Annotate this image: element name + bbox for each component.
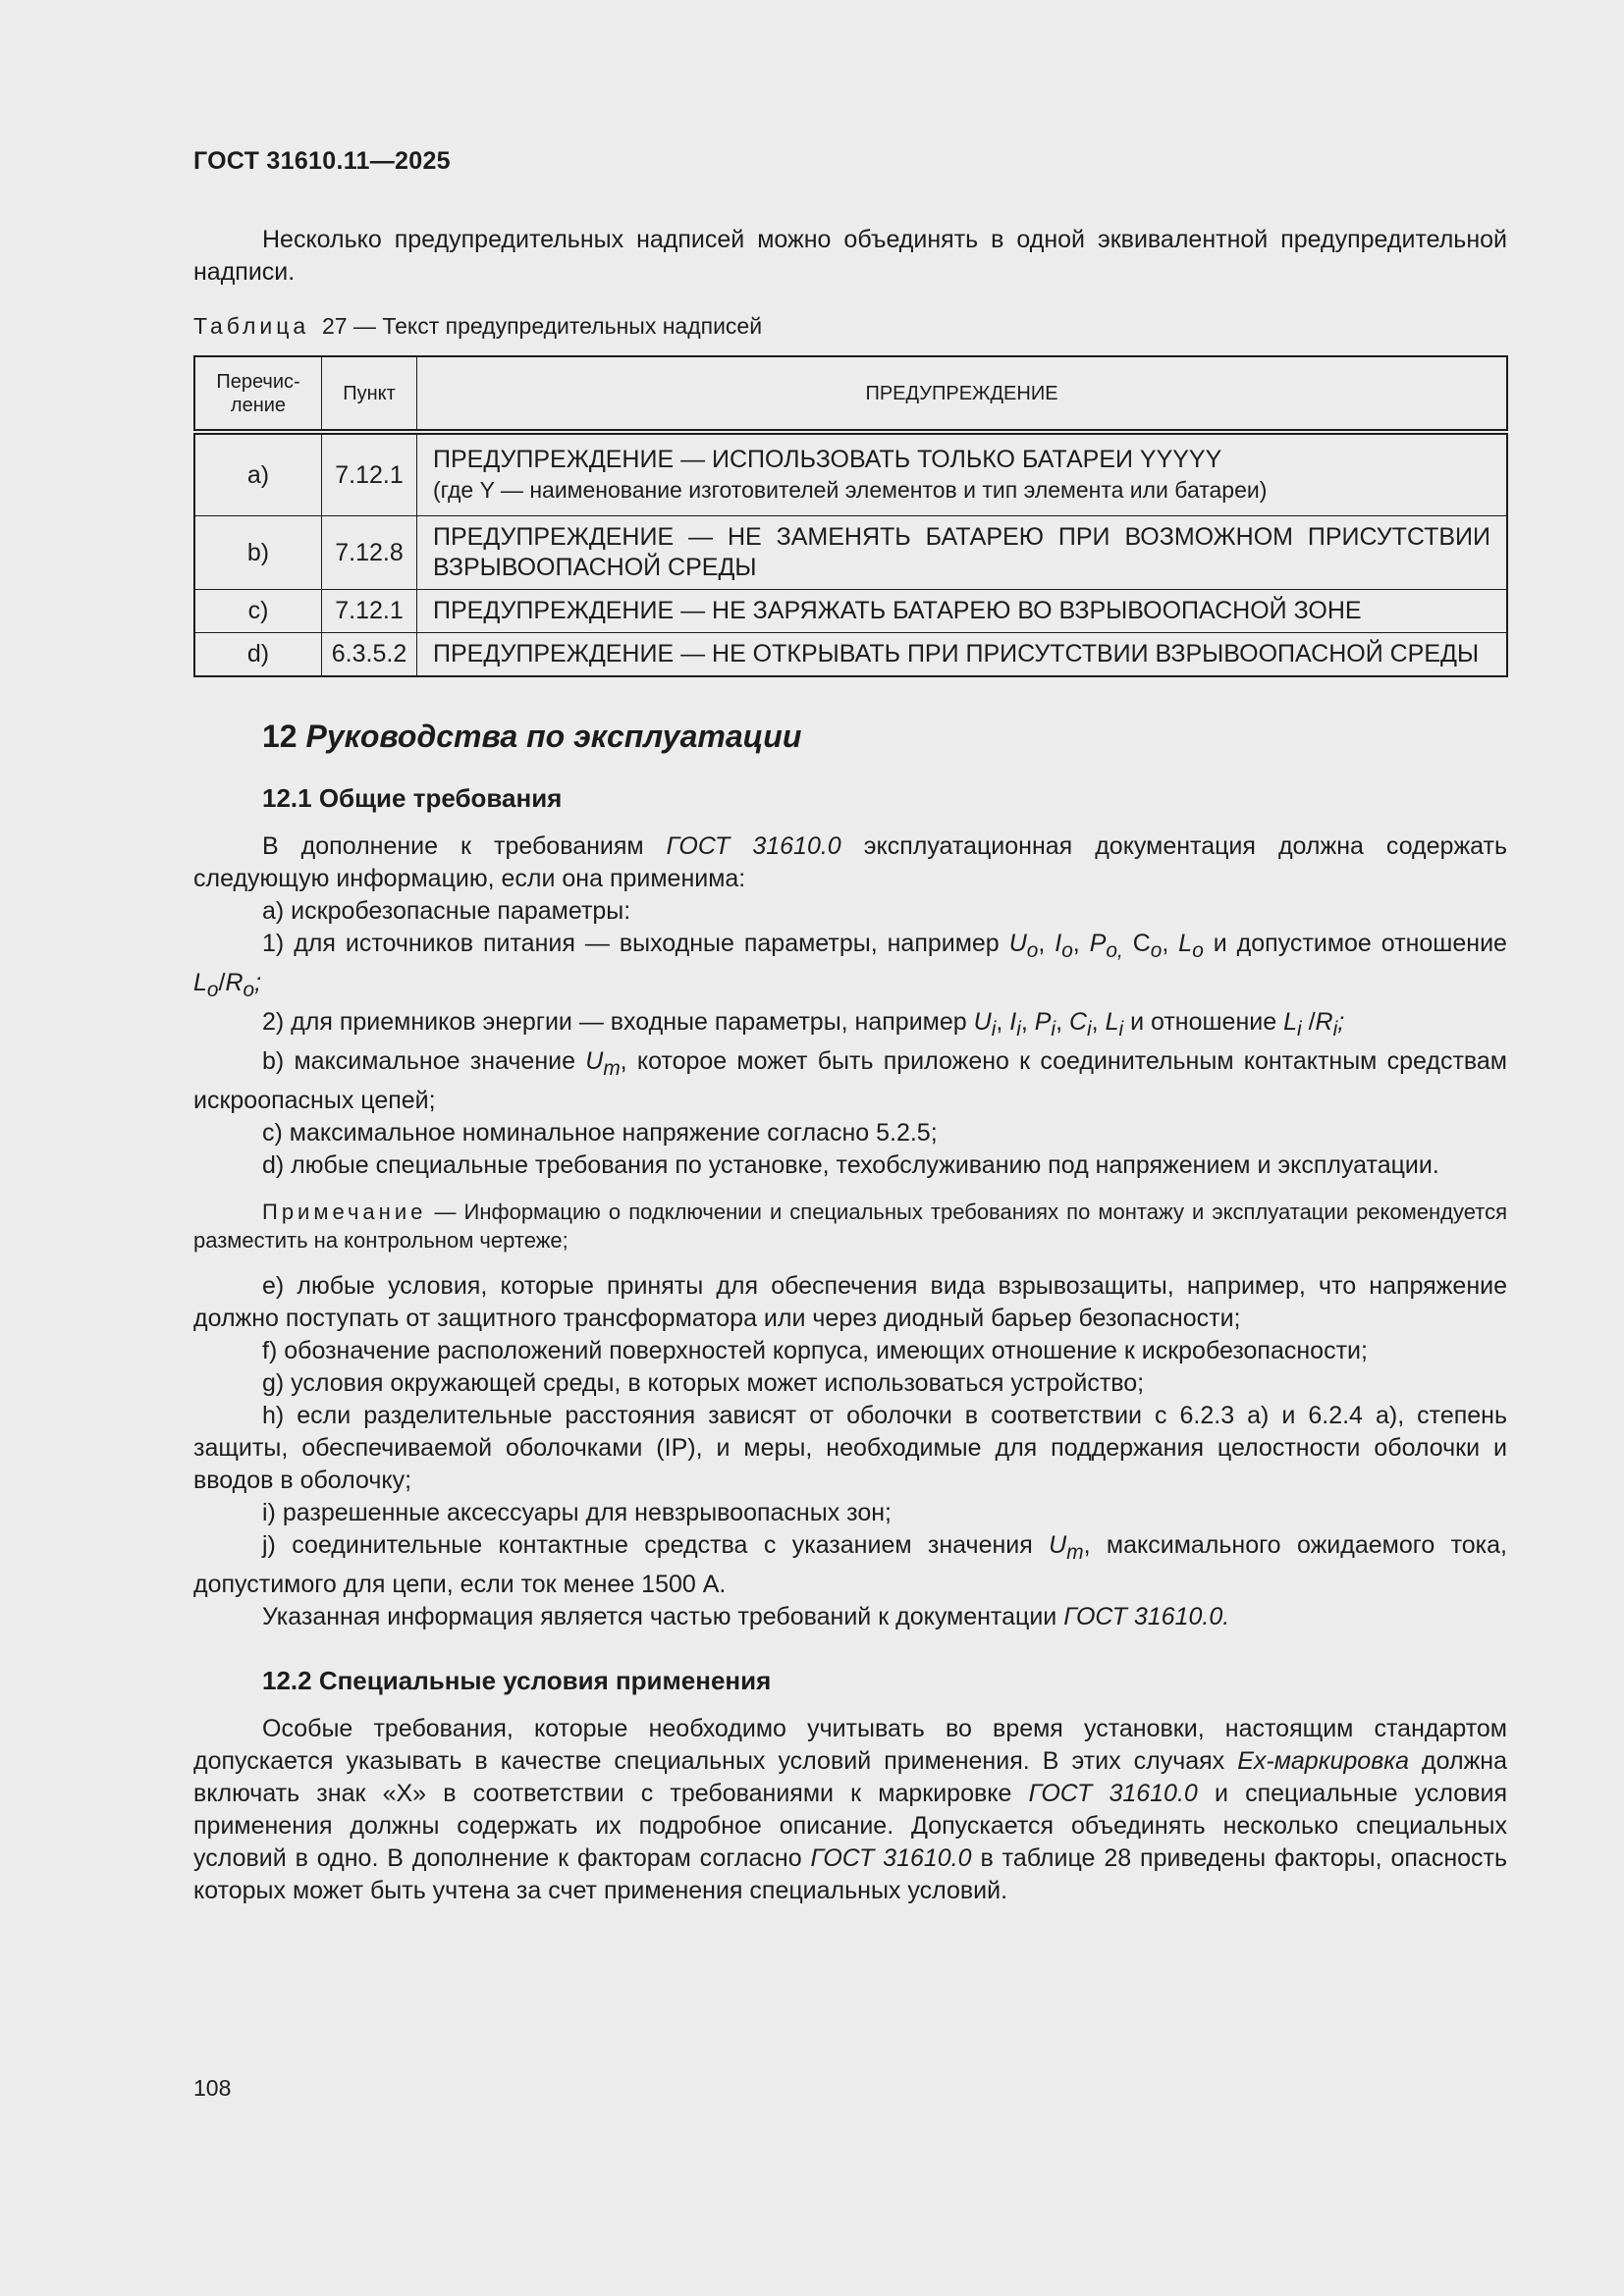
row-item: a) (194, 432, 322, 516)
row-item: c) (194, 590, 322, 633)
list-item-d: d) любые специальные требования по установке, техобслуживанию под напряжением и эксплуатации. (262, 1151, 1439, 1179)
section-title: Руководства по эксплуатации (305, 719, 802, 754)
reference-gost: ГОСТ 31610.0 (1028, 1780, 1198, 1807)
warnings-table (193, 355, 1508, 677)
section-number: 12 (262, 719, 298, 754)
final-paragraph: Указанная информация является частью требований к документации ГОСТ 31610.0. (262, 1603, 1230, 1630)
table-header-row (194, 356, 1507, 432)
table-caption-prefix: Таблица (193, 313, 310, 339)
row-clause: 7.12.1 (322, 590, 417, 633)
list-item-f: f) обозначение расположений поверхностей корпуса, имеющих отношение к искробезопасности; (262, 1337, 1368, 1364)
table-row (194, 516, 1507, 590)
ex-marking-term: Ex-маркировка (1237, 1747, 1409, 1775)
row-warning-text: ПРЕДУПРЕЖДЕНИЕ — НЕ ОТКРЫВАТЬ ПРИ ПРИСУТСТВИИ ВЗРЫВООПАСНОЙ СРЕДЫ (417, 633, 1508, 677)
subsection-12-1-body (193, 830, 1507, 1633)
col-header-clause: Пункт (322, 356, 417, 432)
document-header: ГОСТ 31610.11—2025 (193, 147, 451, 175)
list-item-i: i) разрешенные аксессуары для невзрывоопасных зон; (262, 1499, 892, 1526)
table-caption-text: 27 — Текст предупредительных надписей (321, 313, 763, 339)
intro-paragraph: Несколько предупредительных надписей можно объединять в одной эквивалентной предупредительной надписи. (193, 226, 1507, 286)
reference-gost: ГОСТ 31610.0 (666, 832, 841, 860)
list-item-b: b) максимальное значение $U_m$, которое может быть приложено к соединительным контактным средствам искроопасных цепей; (193, 1047, 1507, 1114)
list-item-a: a) искробезопасные параметры: (262, 897, 631, 925)
page-number: 108 (193, 2075, 232, 2101)
note-label: Примечание (262, 1200, 427, 1224)
row-warning-subnote: (где Y — наименование изготовителей элементов и тип элемента или батареи) (433, 477, 1268, 503)
row-warning-text: ПРЕДУПРЕЖДЕНИЕ — ИСПОЛЬЗОВАТЬ ТОЛЬКО БАТАРЕИ YYYYY (433, 446, 1222, 473)
row-clause: 7.12.8 (322, 516, 417, 590)
list-item-e: e) любые условия, которые приняты для обеспечения вида взрывозащиты, например, что напряжение должно поступать от защитного трансформатора или через диодный барьер безопасности; (193, 1272, 1507, 1332)
list-item-c: c) максимальное номинальное напряжение согласно 5.2.5; (262, 1119, 938, 1147)
note (193, 1198, 1507, 1255)
table-row (194, 432, 1507, 516)
list-item-j: j) соединительные контактные средства с указанием значения $U_m$, максимального ожидаемого тока, допустимого для цепи, если ток менее 1500 А. (193, 1531, 1508, 1598)
subsection-12-1-heading: 12.1 Общие требования (262, 783, 563, 813)
row-clause: 7.12.1 (322, 432, 417, 516)
row-warning-text: ПРЕДУПРЕЖДЕНИЕ — НЕ ЗАРЯЖАТЬ БАТАРЕЮ ВО ВЗРЫВООПАСНОЙ ЗОНЕ (417, 590, 1508, 633)
table-row (194, 633, 1507, 677)
col-header-warning: ПРЕДУПРЕЖДЕНИЕ (417, 356, 1508, 432)
row-item: d) (194, 633, 322, 677)
subsection-12-2-heading: 12.2 Специальные условия применения (262, 1666, 772, 1695)
reference-gost: ГОСТ 31610.0. (1063, 1603, 1230, 1630)
subsection-12-2-body (193, 1713, 1507, 1907)
reference-gost: ГОСТ 31610.0 (810, 1844, 972, 1872)
list-item-h: h) если разделительные расстояния зависят от оболочки в соответствии с 6.2.3 а) и 6.2.4 а), степень защиты, обеспечиваемой оболочками (IP), и меры, необходимые для поддержания целостности оболочки и вводов в оболочку; (193, 1402, 1507, 1494)
row-item: b) (194, 516, 322, 590)
table-row (194, 590, 1507, 633)
list-item-a2: 2) для приемников энергии — входные параметры, например $U_i$, $I_i$, $P_i$, $C_i$, $L_i$ и отношение $L_i$ $/R_i$; (262, 1008, 1345, 1041)
row-warning-text: ПРЕДУПРЕЖДЕНИЕ — НЕ ЗАМЕНЯТЬ БАТАРЕЮ ПРИ ВОЗМОЖНОМ ПРИСУТСТВИИ ВЗРЫВООПАСНОЙ СРЕДЫ (417, 516, 1508, 590)
paragraph-intro: В дополнение к требованиям ГОСТ 31610.0 эксплуатационная документация должна содержать следующую информацию, если она применима: (193, 832, 1507, 892)
col-header-item: Перечис- ление (194, 356, 322, 432)
paragraph-special-conditions: Особые требования, которые необходимо учитывать во время установки, настоящим стандартом допускается указывать в качестве специальных условий применения. В этих случаях Ex-маркировка должна включать знак «Х» в соответствии с требованиями к маркировке ГОСТ 31610.0 и специальные условия применения должны содержать их подробное описание. Допускается объединять несколько специальных условий в одно. В дополнение к факторам согласно ГОСТ 31610.0 в таблице 28 приведены факторы, опасность которых может быть учтена за счет применения специальных условий. (193, 1715, 1508, 1904)
row-clause: 6.3.5.2 (322, 633, 417, 677)
note-text: — Информацию о подключении и специальных требованиях по монтажу и эксплуатации рекомендуется разместить на контрольном чертеже; (193, 1200, 1507, 1253)
row-warning (417, 432, 1508, 516)
list-item-g: g) условия окружающей среды, в которых может использоваться устройство; (262, 1369, 1145, 1397)
table-caption (193, 313, 762, 340)
section-12-heading (262, 719, 801, 755)
list-item-a1: 1) для источников питания — выходные параметры, например $U_o$, $I_o$, $P_{o,}$ $C_o$, $L_o$ и допустимое отношение $L_o/R_o$; (193, 930, 1507, 1001)
